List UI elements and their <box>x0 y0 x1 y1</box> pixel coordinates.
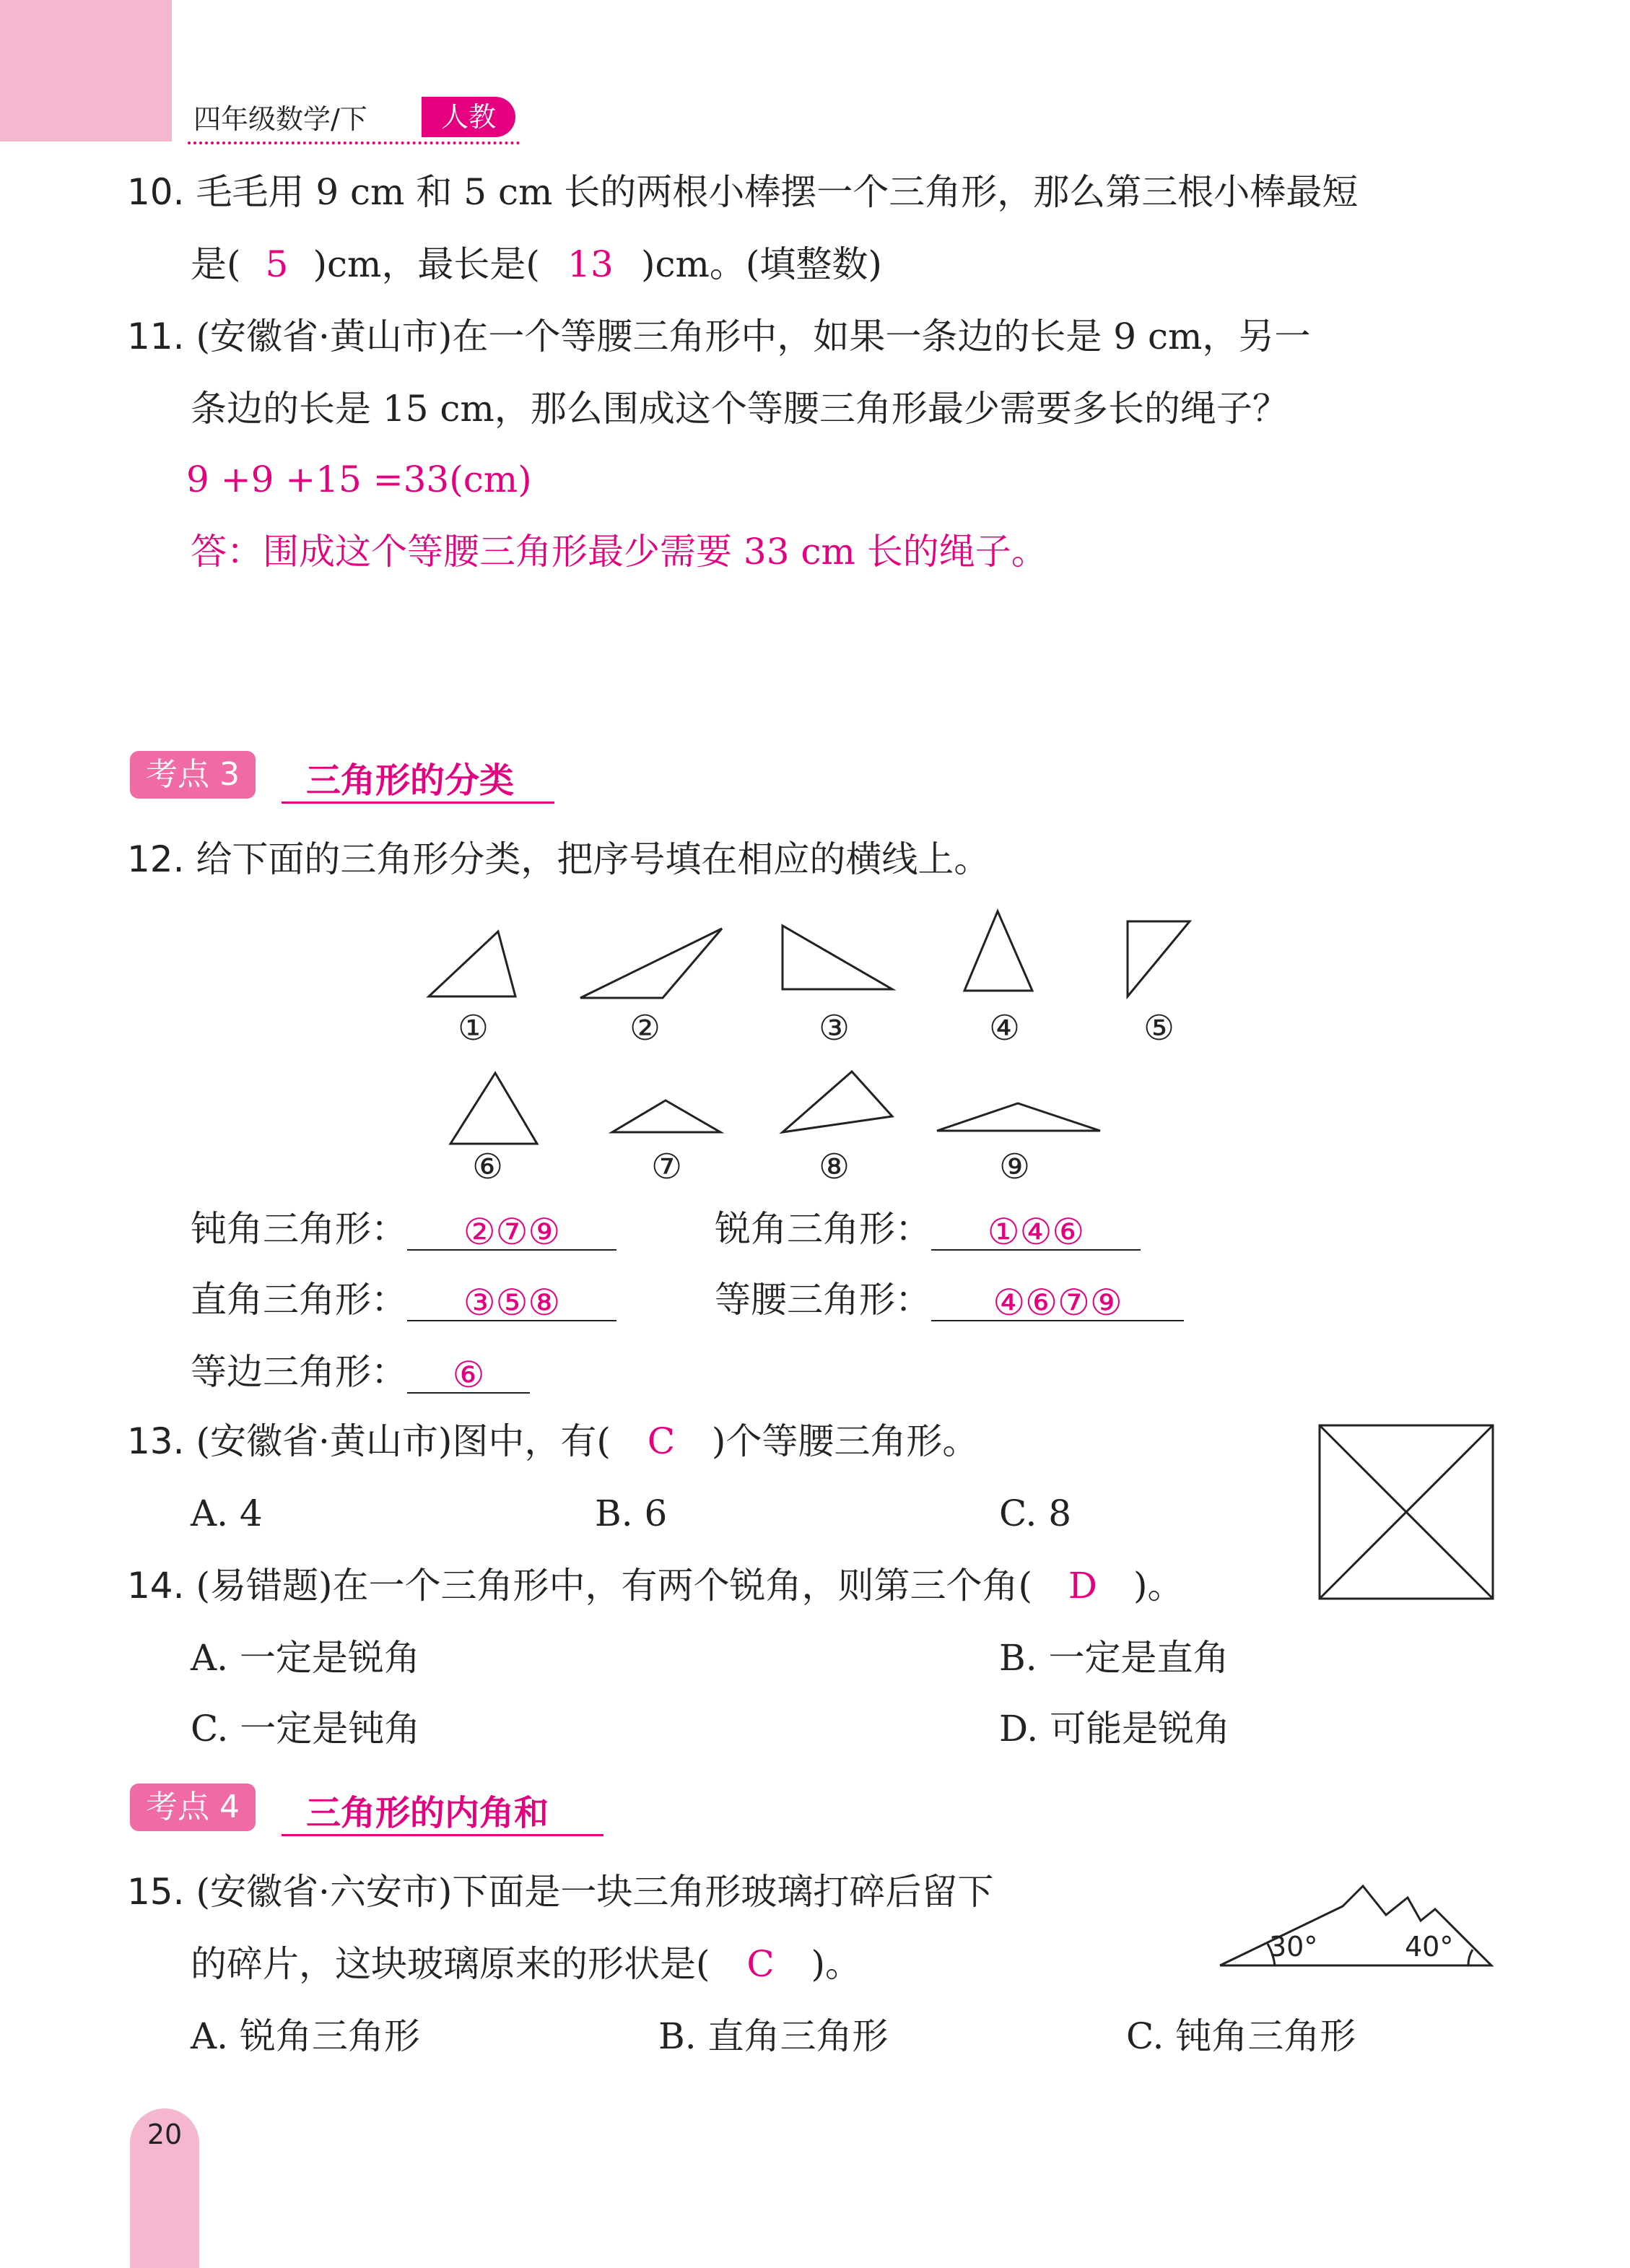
option-a: A. 一定是锐角 <box>191 1637 420 1679</box>
text-segment: 是( <box>191 243 241 285</box>
question-text: (安徽省·六安市)下面是一块三角形玻璃打碎后留下 <box>196 1871 994 1913</box>
option-b: B. 6 <box>595 1493 668 1534</box>
question-text: 毛毛用 9 cm 和 5 cm 长的两根小棒摆一个三角形，那么第三根小棒最短 <box>196 171 1359 213</box>
angle-label: 40° <box>1405 1931 1454 1963</box>
triangle-4 <box>964 911 1032 991</box>
triangle-label: ⑥ <box>472 1147 504 1187</box>
question-number: 14. <box>127 1565 185 1607</box>
question-13 <box>127 1420 978 1463</box>
text-segment: )。 <box>1133 1565 1184 1607</box>
section-title: 三角形的内角和 <box>306 1793 549 1833</box>
option-b: B. 一定是直角 <box>999 1637 1229 1679</box>
question-number: 10. <box>127 171 185 213</box>
answer-blank: 5 <box>265 243 289 285</box>
page-number: 20 <box>147 2119 183 2150</box>
question-15-line2 <box>191 1942 861 1986</box>
question-15 <box>127 1870 993 1913</box>
book-title: 四年级数学/下 <box>193 103 367 135</box>
answer-sentence: 答：围成这个等腰三角形最少需要 33 cm 长的绳子。 <box>191 531 1047 573</box>
triangle-label: ② <box>629 1008 661 1048</box>
equilateral-row <box>191 1350 530 1394</box>
triangle-label: ④ <box>989 1008 1021 1048</box>
category-label: 直角三角形： <box>191 1279 407 1321</box>
answer-line: ①④⑥ <box>931 1210 1141 1251</box>
option-a: A. 锐角三角形 <box>191 2015 420 2057</box>
answer-equation: 9 +9 +15 =33(cm) <box>186 459 532 500</box>
question-14 <box>127 1564 1183 1607</box>
category-label: 等边三角形： <box>191 1351 407 1393</box>
answer-line: ③⑤⑧ <box>407 1281 616 1321</box>
triangle-5 <box>1128 921 1190 996</box>
section-badge: 考点 4 <box>130 1783 256 1831</box>
triangle-label: ⑦ <box>651 1147 683 1187</box>
category-label: 锐角三角形： <box>715 1208 931 1250</box>
obtuse-row <box>191 1207 616 1251</box>
text-segment: (安徽省·黄山市)图中，有( <box>196 1420 611 1462</box>
answer-line: ⑥ <box>407 1353 530 1394</box>
right-row <box>191 1278 616 1324</box>
square-with-diagonals <box>1320 1425 1493 1599</box>
triangle-2 <box>580 929 722 998</box>
answer-blank: C <box>647 1420 675 1462</box>
triangle-1 <box>429 931 515 996</box>
answer-blank: D <box>1068 1565 1098 1607</box>
option-b: B. 直角三角形 <box>658 2015 889 2057</box>
question-text: 给下面的三角形分类，把序号填在相应的横线上。 <box>196 838 990 880</box>
answer-blank: 13 <box>567 243 614 285</box>
option-c: C. 一定是钝角 <box>191 1708 421 1750</box>
triangle-8 <box>783 1072 892 1132</box>
text-segment: )cm，最长是( <box>313 243 540 285</box>
isosceles-row <box>715 1278 1184 1324</box>
option-a: A. 4 <box>191 1493 263 1534</box>
triangle-9 <box>937 1103 1100 1131</box>
question-number: 12. <box>127 838 185 880</box>
triangle-7 <box>612 1100 720 1132</box>
text-segment: )个等腰三角形。 <box>711 1420 979 1462</box>
answer-line: ④⑥⑦⑨ <box>931 1281 1184 1321</box>
question-11-line2: 条边的长是 15 cm，那么围成这个等腰三角形最少需要多长的绳子？ <box>191 388 1289 430</box>
answer-blank: C <box>746 1943 775 1985</box>
category-label: 钝角三角形： <box>191 1208 407 1250</box>
triangle-label: ⑤ <box>1143 1008 1175 1048</box>
triangle-label: ⑧ <box>819 1147 850 1187</box>
option-d: D. 可能是锐角 <box>999 1708 1231 1750</box>
section-badge: 考点 3 <box>130 751 256 799</box>
option-c: C. 钝角三角形 <box>1126 2015 1356 2057</box>
acute-row <box>715 1207 1141 1251</box>
answer-line: ②⑦⑨ <box>407 1210 616 1251</box>
section-title: 三角形的分类 <box>306 760 515 801</box>
question-number: 11. <box>127 316 185 357</box>
triangle-6 <box>450 1073 537 1144</box>
edition-badge: 人教 <box>422 97 515 137</box>
text-segment: (易错题)在一个三角形中，有两个锐角，则第三个角( <box>196 1565 1032 1607</box>
triangle-label: ① <box>458 1008 489 1048</box>
question-number: 15. <box>127 1871 185 1913</box>
text-segment: )cm。(填整数) <box>640 243 882 285</box>
option-c: C. 8 <box>999 1493 1072 1534</box>
question-text: (安徽省·黄山市)在一个等腰三角形中，如果一条边的长是 9 cm，另一 <box>196 316 1311 357</box>
text-segment: )。 <box>811 1943 862 1985</box>
angle-label: 30° <box>1269 1931 1318 1963</box>
section-underline <box>282 1834 603 1836</box>
triangle-3 <box>783 926 892 989</box>
text-segment: 的碎片，这块玻璃原来的形状是( <box>191 1943 710 1985</box>
triangle-label: ⑨ <box>999 1147 1031 1187</box>
triangle-label: ③ <box>819 1008 850 1048</box>
question-number: 13. <box>127 1420 185 1462</box>
category-label: 等腰三角形： <box>715 1279 931 1321</box>
